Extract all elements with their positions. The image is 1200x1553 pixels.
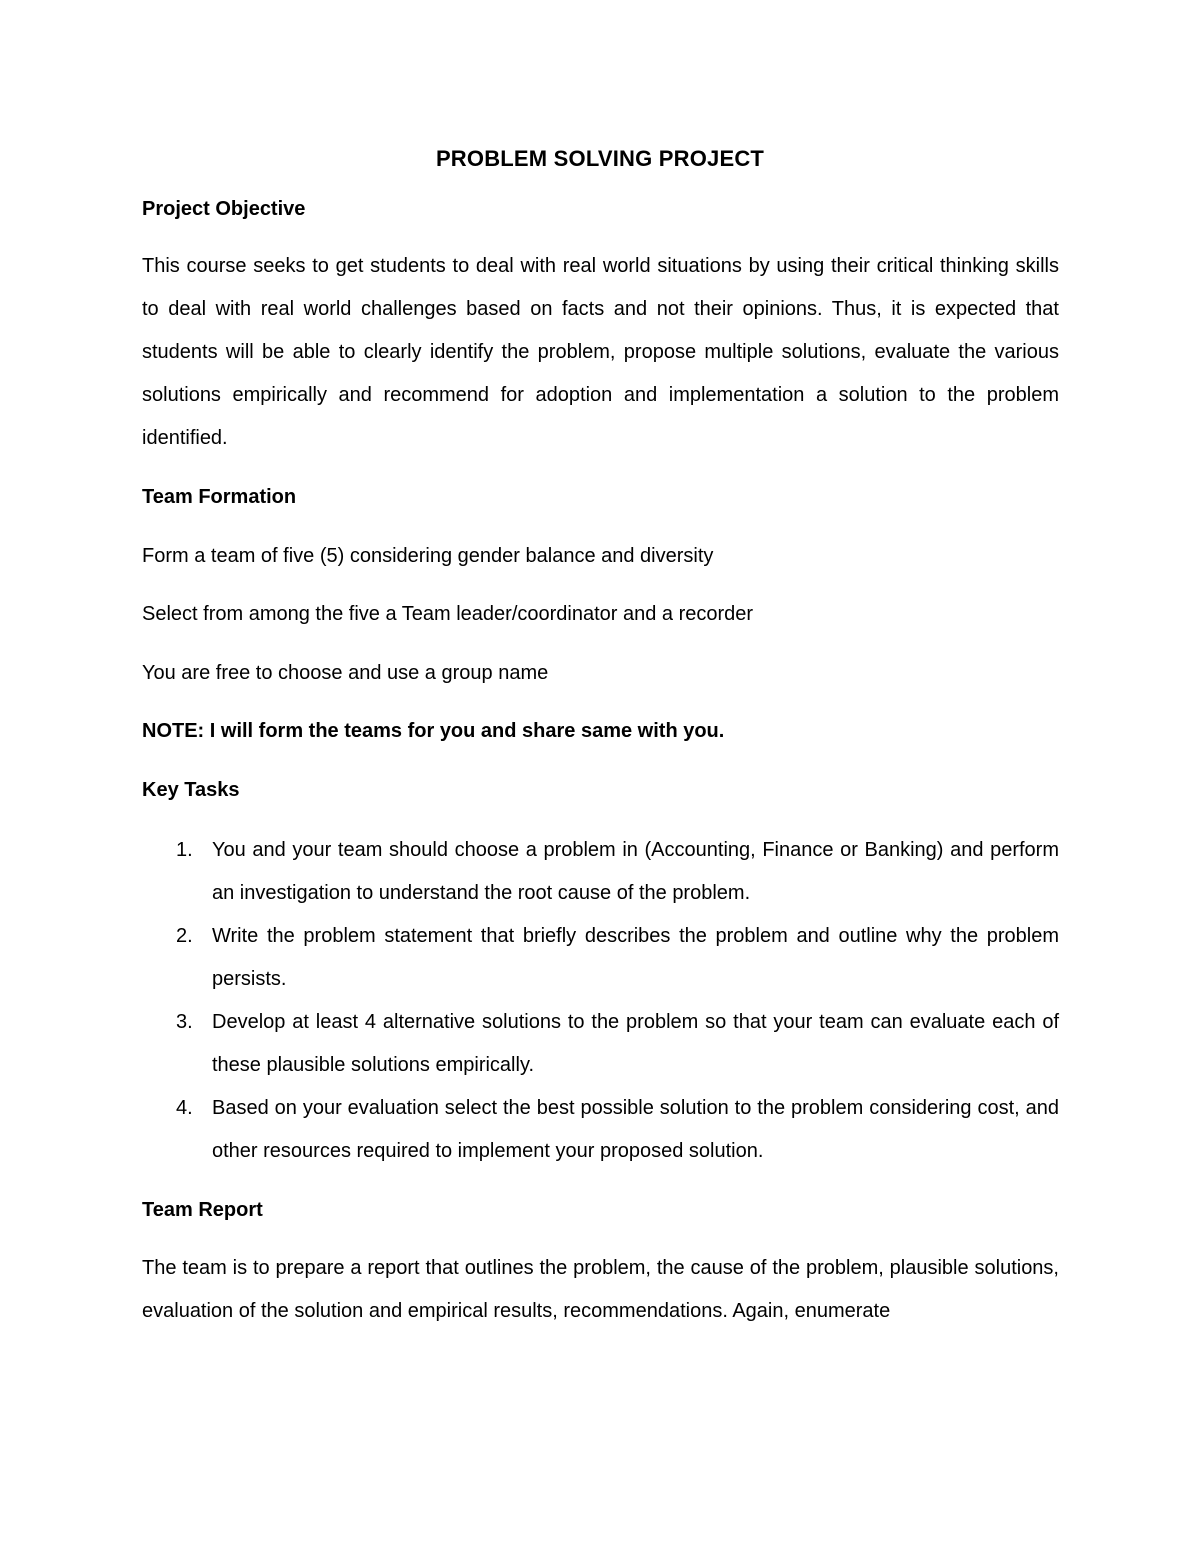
team-report-paragraph: The team is to prepare a report that outlines the problem, the cause of the problem, plausible solutions, evaluation of the solution and empirical results, recommendations. Again, enumerate — [142, 1257, 1059, 1322]
list-item-number: 2. — [176, 925, 193, 947]
key-tasks-list — [142, 829, 1059, 1173]
list-item-number: 4. — [176, 1097, 193, 1119]
list-item — [142, 915, 1059, 1001]
document-title: PROBLEM SOLVING PROJECT — [435, 146, 765, 171]
list-item — [142, 1001, 1059, 1087]
team-formation-note: NOTE: I will form the teams for you and share same with you. — [142, 720, 725, 742]
list-item-text: Develop at least 4 alternative solutions to the problem so that your team can evaluate each of these plausible solutions empirically. — [212, 1011, 1059, 1076]
section-heading-objective: Project Objective — [142, 198, 306, 220]
section-heading-team-report: Team Report — [142, 1199, 263, 1221]
list-item-number: 1. — [176, 839, 193, 861]
team-formation-line: Form a team of five (5) considering gender balance and diversity — [142, 545, 714, 567]
team-formation-line: You are free to choose and use a group name — [142, 662, 549, 684]
list-item — [142, 829, 1059, 915]
objective-paragraph: This course seeks to get students to deal with real world situations by using their critical thinking skills to deal with real world challenges based on facts and not their opinions. Thus, it is expected that students will be able to clearly identify the problem, propose multiple solutions, evaluate the various solutions empirically and recommend for adoption and implementation a solution to the problem identified. — [142, 255, 1059, 449]
section-heading-key-tasks: Key Tasks — [142, 779, 240, 801]
list-item-text: Write the problem statement that briefly describes the problem and outline why the problem persists. — [212, 925, 1059, 990]
section-heading-team-formation: Team Formation — [142, 486, 297, 508]
team-formation-line: Select from among the five a Team leader/coordinator and a recorder — [142, 603, 754, 625]
list-item-text: You and your team should choose a problem in (Accounting, Finance or Banking) and perform an investigation to understand the root cause of the problem. — [212, 839, 1059, 904]
list-item — [142, 1087, 1059, 1173]
list-item-text: Based on your evaluation select the best possible solution to the problem considering cost, and other resources required to implement your proposed solution. — [212, 1097, 1059, 1162]
list-item-number: 3. — [176, 1011, 193, 1033]
